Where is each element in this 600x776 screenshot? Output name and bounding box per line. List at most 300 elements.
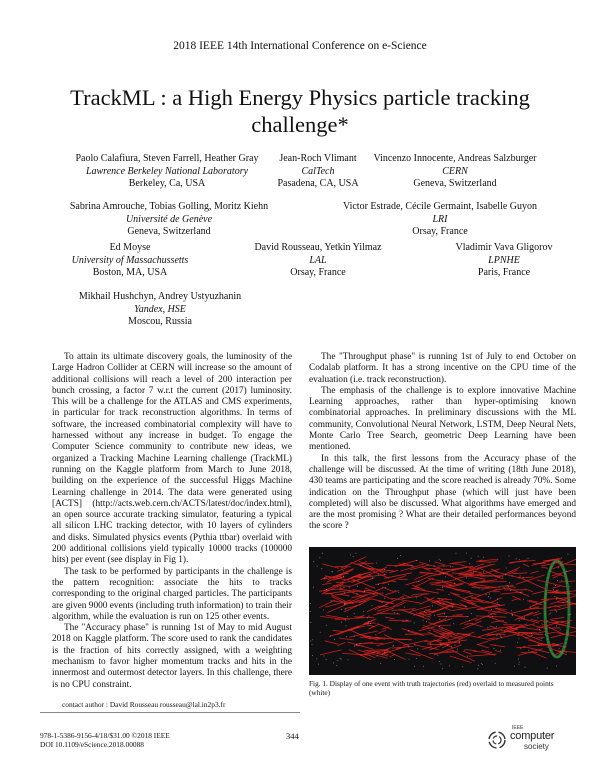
measured-point	[454, 645, 455, 646]
measured-point	[519, 662, 520, 663]
paragraph: The task to be performed by participants in the challenge is the pattern recognition: associate the hits to tracks corresponding to the original charged particles. The participants are given 9000 events (including truth information) to train their algorithm, while the evaluation is run on 125 other events.	[52, 566, 292, 622]
measured-point	[343, 570, 344, 571]
detector-hit	[564, 573, 566, 575]
measured-point	[397, 613, 398, 614]
measured-point	[547, 621, 548, 622]
measured-point	[557, 580, 558, 581]
measured-point	[469, 620, 470, 621]
measured-point	[336, 665, 337, 666]
author-block-yandex	[60, 291, 260, 329]
measured-point	[519, 559, 520, 560]
measured-point	[347, 616, 348, 617]
detector-hit	[544, 597, 546, 599]
author-institution: Université de Genève	[125, 213, 213, 225]
author-names: Sabrina Amrouche, Tobias Golling, Moritz Kiehn	[69, 201, 269, 212]
measured-point	[345, 620, 346, 621]
measured-point	[545, 634, 546, 635]
measured-point	[317, 566, 318, 567]
measured-point	[446, 616, 447, 617]
measured-point	[566, 571, 567, 572]
measured-point	[434, 565, 435, 566]
measured-point	[519, 633, 520, 634]
computer-society-logo	[486, 726, 570, 752]
measured-point	[368, 623, 369, 624]
measured-point	[323, 656, 324, 657]
measured-point	[465, 598, 466, 599]
measured-point	[340, 658, 341, 659]
track-line	[333, 586, 352, 587]
measured-point	[497, 639, 498, 640]
measured-point	[490, 598, 491, 599]
detector-hit	[544, 611, 546, 613]
measured-point	[430, 630, 431, 631]
detector-hit	[544, 603, 546, 605]
paragraph: To attain its ultimate discovery goals, the luminosity of the Large Hadron Collider at CERN will increase so the amount of additional collisions will reach a level of 200 interaction per bunch crossing, a factor 7 w.r.t the current (2017) luminosity. This will be a challenge for the ATLAS and CMS experiments, in particular for track reconstruction algorithms. In terms of software, the increased combinatorial complexity will have to harnessed without any increase in budget. To engage the Computer Science community to contribute new ideas, we organized a Tracking Machine Learning challenge (TrackML) running on the Kaggle platform from March to June 2018, building on the experience of the successful Higgs Machine Learning challenge in 2014. The data were generated using [ACTS] (http://acts.web.cern.ch/ACTS/latest/doc/index.html), an open source accurate tracking simulator, featuring a typical all silicon LHC tracking detector, with 10 layers of cylinders and disks. Simulated physics events (Pythia ttbar) overlaid with 200 additional collisions yield typically 10000 tracks (100000 hits) per event (see display in Fig 1).	[52, 352, 292, 566]
measured-point	[388, 584, 389, 585]
measured-point	[492, 616, 493, 617]
measured-point	[319, 557, 320, 558]
measured-point	[409, 659, 410, 660]
measured-point	[523, 577, 524, 578]
detector-hit	[546, 635, 548, 637]
measured-point	[344, 592, 345, 593]
detector-hit	[558, 656, 560, 658]
measured-point	[439, 619, 440, 620]
measured-point	[512, 575, 513, 576]
measured-point	[326, 659, 327, 660]
measured-point	[346, 625, 347, 626]
measured-point	[487, 627, 488, 628]
author-block-lri	[330, 201, 550, 239]
measured-point	[449, 665, 450, 666]
measured-point	[488, 596, 489, 597]
author-block-umass	[60, 242, 200, 280]
measured-point	[334, 639, 335, 640]
measured-point	[429, 560, 430, 561]
measured-point	[537, 617, 538, 618]
author-block-lpnhe	[434, 242, 574, 280]
measured-point	[443, 603, 444, 604]
title-line-2: challenge*	[251, 112, 349, 137]
measured-point	[442, 570, 443, 571]
measured-point	[569, 586, 570, 587]
measured-point	[404, 607, 405, 608]
measured-point	[442, 587, 443, 588]
measured-point	[457, 649, 458, 650]
measured-point	[439, 599, 440, 600]
measured-point	[312, 644, 313, 645]
detector-hit	[550, 568, 552, 570]
measured-point	[376, 563, 377, 564]
measured-point	[447, 645, 448, 646]
measured-point	[414, 666, 415, 667]
measured-point	[400, 555, 401, 556]
measured-point	[560, 629, 561, 630]
measured-point	[434, 615, 435, 616]
measured-point	[504, 587, 505, 588]
measured-point	[495, 663, 496, 664]
logo-computer-text: computer	[510, 730, 555, 742]
detector-hit	[544, 617, 546, 619]
measured-point	[496, 626, 497, 627]
title-line-1: TrackML : a High Energy Physics particle tracking	[70, 85, 530, 110]
detector-hit	[568, 614, 570, 616]
measured-point	[354, 613, 355, 614]
measured-point	[499, 587, 500, 588]
detector-hit	[565, 639, 567, 641]
measured-point	[393, 645, 394, 646]
measured-point	[514, 666, 515, 667]
author-institution: Yandex, HSE	[134, 303, 186, 315]
measured-point	[482, 664, 483, 665]
detector-hit	[563, 646, 565, 648]
detector-hit	[551, 565, 553, 567]
measured-point	[345, 609, 346, 610]
measured-point	[520, 576, 521, 577]
measured-point	[344, 604, 345, 605]
measured-point	[412, 565, 413, 566]
measured-point	[556, 590, 557, 591]
measured-point	[520, 592, 521, 593]
measured-point	[356, 644, 357, 645]
paragraph: The emphasis of the challenge is to explore innovative Machine Learning approaches, rather than hyper-optimising known combinatorial approaches. In preliminary discussions with the ML community, Convolutional Neural Network, LSTM, Deep Neural Nets, Monte Carlo Tree Search, geometric Deep Learning have been mentioned.	[309, 385, 576, 453]
measured-point	[350, 554, 351, 555]
swirl-icon	[486, 729, 508, 751]
measured-point	[518, 638, 519, 639]
author-names: Vincenzo Innocente, Andreas Salzburger	[373, 153, 537, 164]
measured-point	[450, 566, 451, 567]
detector-hit	[567, 592, 569, 594]
track-line	[438, 625, 451, 626]
measured-point	[408, 647, 409, 648]
measured-point	[444, 613, 445, 614]
measured-point	[320, 632, 321, 633]
measured-point	[478, 556, 479, 557]
author-block-geneve	[62, 201, 276, 239]
measured-point	[414, 622, 415, 623]
conference-header: 2018 IEEE 14th International Conference on e-Science	[173, 40, 427, 52]
measured-point	[367, 617, 368, 618]
measured-point	[506, 568, 507, 569]
measured-point	[349, 587, 350, 588]
detector-hit	[547, 577, 549, 579]
measured-point	[318, 664, 319, 665]
measured-point	[502, 576, 503, 577]
measured-point	[322, 553, 323, 554]
detector-hit	[568, 602, 570, 604]
author-institution: CERN	[442, 165, 468, 177]
author-institution: LRI	[432, 213, 448, 225]
measured-point	[442, 581, 443, 582]
author-block-lal	[248, 242, 388, 280]
measured-point	[321, 568, 322, 569]
paragraph: In this talk, the first lessons from the Accuracy phase of the challenge will be discussed. At the time of writing (18th June 2018), 430 teams are participating and the score reached is already 70%. Some indication on the Throughput phase (which will just have been completed) will also be discussed. What algorithms have emerged and are the most promising ? What are their detailed performances beyond the score ?	[309, 453, 576, 532]
measured-point	[426, 621, 427, 622]
author-institution: CalTech	[301, 165, 335, 177]
measured-point	[497, 598, 498, 599]
author-location: Pasadena, CA, USA	[277, 178, 359, 189]
author-location: Paris, France	[477, 267, 531, 278]
measured-point	[459, 642, 460, 643]
measured-point	[568, 635, 569, 636]
measured-point	[525, 667, 526, 668]
measured-point	[462, 666, 463, 667]
measured-point	[378, 584, 379, 585]
measured-point	[439, 626, 440, 627]
author-block-cern	[366, 153, 544, 191]
measured-point	[471, 558, 472, 559]
measured-point	[403, 597, 404, 598]
author-names: Mikhail Hushchyn, Andrey Ustyuzhanin	[78, 291, 242, 302]
measured-point	[553, 589, 554, 590]
measured-point	[439, 559, 440, 560]
logo-ieee-text: IEEE	[512, 725, 524, 731]
detector-hit	[567, 631, 569, 633]
author-location: Moscou, Russia	[128, 316, 192, 327]
measured-point	[508, 586, 509, 587]
measured-point	[414, 615, 415, 616]
measured-point	[423, 666, 424, 667]
event-display-image	[309, 547, 576, 675]
measured-point	[393, 646, 394, 647]
author-names: Victor Estrade, Cécile Germaint, Isabelle Guyon	[342, 201, 538, 212]
page-number: 344	[286, 731, 299, 741]
detector-hit	[545, 592, 547, 594]
author-institution: University of Massachussetts	[71, 254, 189, 266]
measured-point	[528, 650, 529, 651]
measured-point	[566, 652, 567, 653]
measured-point	[360, 565, 361, 566]
measured-point	[512, 615, 513, 616]
left-column	[52, 352, 292, 691]
detector-hit	[550, 650, 552, 652]
measured-point	[324, 578, 325, 579]
detector-hit	[562, 651, 564, 653]
measured-point	[412, 609, 413, 610]
measured-point	[370, 623, 371, 624]
measured-point	[483, 557, 484, 558]
isbn-text: 978-1-5386-9156-4/18/$31.00 ©2018 IEEE	[40, 731, 170, 740]
measured-point	[497, 559, 498, 560]
measured-point	[530, 607, 531, 608]
detector-hit	[554, 561, 556, 563]
measured-point	[556, 626, 557, 627]
measured-point	[443, 566, 444, 567]
detector-hit	[565, 576, 567, 578]
measured-point	[310, 641, 311, 642]
detector-hit	[555, 656, 557, 658]
measured-point	[310, 603, 311, 604]
measured-point	[341, 622, 342, 623]
measured-point	[493, 648, 494, 649]
measured-point	[465, 606, 466, 607]
measured-point	[412, 595, 413, 596]
measured-point	[516, 558, 517, 559]
measured-point	[556, 666, 557, 667]
measured-point	[454, 583, 455, 584]
detector-hit	[568, 622, 570, 624]
detector-hit	[566, 580, 568, 582]
measured-point	[500, 650, 501, 651]
detector-hit	[558, 561, 560, 563]
measured-point	[313, 561, 314, 562]
measured-point	[549, 614, 550, 615]
detector-hit	[567, 625, 569, 627]
measured-point	[397, 558, 398, 559]
author-location: Boston, MA, USA	[92, 267, 168, 278]
measured-point	[510, 590, 511, 591]
measured-point	[375, 634, 376, 635]
measured-point	[563, 602, 564, 603]
measured-point	[408, 630, 409, 631]
measured-point	[561, 580, 562, 581]
measured-point	[384, 569, 385, 570]
measured-point	[481, 663, 482, 664]
measured-point	[539, 629, 540, 630]
measured-point	[439, 661, 440, 662]
measured-point	[464, 650, 465, 651]
detector-hit	[548, 573, 550, 575]
measured-point	[432, 605, 433, 606]
author-location: Geneva, Switzerland	[413, 178, 497, 189]
measured-point	[386, 604, 387, 605]
detector-hit	[563, 569, 565, 571]
measured-point	[550, 613, 551, 614]
measured-point	[538, 645, 539, 646]
measured-point	[437, 655, 438, 656]
measured-point	[519, 664, 520, 665]
measured-point	[451, 646, 452, 647]
measured-point	[556, 611, 557, 612]
measured-point	[416, 560, 417, 561]
detector-hit	[552, 653, 554, 655]
measured-point	[430, 643, 431, 644]
figure-caption: Fig. 1. Display of one event with truth trajectories (red) overlaid to measured points (white)	[309, 679, 554, 697]
author-names: Jean-Roch Vlimant	[279, 153, 357, 164]
measured-point	[555, 585, 556, 586]
measured-point	[470, 593, 471, 594]
measured-point	[353, 556, 354, 557]
author-block-lbnl	[62, 153, 272, 191]
measured-point	[385, 587, 386, 588]
measured-point	[414, 644, 415, 645]
detector-hit	[568, 599, 570, 601]
measured-point	[357, 593, 358, 594]
measured-point	[520, 648, 521, 649]
author-names: Ed Moyse	[109, 242, 151, 253]
measured-point	[452, 566, 453, 567]
measured-point	[355, 606, 356, 607]
measured-point	[371, 605, 372, 606]
measured-point	[354, 646, 355, 647]
measured-point	[344, 587, 345, 588]
measured-point	[501, 637, 502, 638]
detector-hit	[544, 606, 546, 608]
author-block-caltech	[272, 153, 364, 191]
measured-point	[359, 643, 360, 644]
detector-hit	[545, 628, 547, 630]
measured-point	[363, 611, 364, 612]
measured-point	[467, 656, 468, 657]
measured-point	[441, 664, 442, 665]
measured-point	[394, 612, 395, 613]
measured-point	[557, 644, 558, 645]
measured-point	[347, 659, 348, 660]
measured-point	[559, 648, 560, 649]
measured-point	[496, 635, 497, 636]
measured-point	[368, 622, 369, 623]
measured-point	[394, 659, 395, 660]
measured-point	[442, 668, 443, 669]
detector-hit	[546, 631, 548, 633]
measured-point	[418, 581, 419, 582]
measured-point	[326, 625, 327, 626]
measured-point	[509, 582, 510, 583]
measured-point	[410, 621, 411, 622]
measured-point	[491, 609, 492, 610]
measured-point	[486, 594, 487, 595]
measured-point	[416, 597, 417, 598]
measured-point	[452, 607, 453, 608]
measured-point	[556, 599, 557, 600]
contact-footnote: contact author : David Rousseau rousseau@lal.in2p3.fr	[62, 700, 226, 709]
paper-title	[40, 84, 560, 138]
footer-isbn-doi	[40, 731, 170, 750]
measured-point	[354, 636, 355, 637]
detector-hit	[546, 584, 548, 586]
measured-point	[560, 651, 561, 652]
measured-point	[440, 560, 441, 561]
measured-point	[471, 613, 472, 614]
measured-point	[541, 638, 542, 639]
measured-point	[570, 614, 571, 615]
measured-point	[398, 592, 399, 593]
detector-hit	[547, 638, 549, 640]
measured-point	[443, 573, 444, 574]
measured-point	[312, 655, 313, 656]
detector-hit	[547, 641, 549, 643]
measured-point	[395, 590, 396, 591]
measured-point	[340, 587, 341, 588]
measured-point	[313, 587, 314, 588]
measured-point	[310, 622, 311, 623]
detector-hit	[566, 582, 568, 584]
measured-point	[384, 574, 385, 575]
author-institution: LPNHE	[488, 254, 520, 266]
measured-point	[384, 652, 385, 653]
detector-hit	[560, 563, 562, 565]
measured-point	[517, 642, 518, 643]
measured-point	[469, 563, 470, 564]
measured-point	[372, 578, 373, 579]
detector-hit	[544, 608, 546, 610]
measured-point	[333, 662, 334, 663]
right-column	[309, 352, 576, 533]
measured-point	[531, 633, 532, 634]
paragraph: The "Throughput phase" is running 1st of July to end October on Codalab platform. It has a strong incentive on the CPU time of the evaluation (i.e. track reconstruction).	[309, 352, 576, 385]
detector-hit	[545, 596, 547, 598]
measured-point	[478, 665, 479, 666]
author-location: Orsay, France	[290, 267, 346, 278]
measured-point	[373, 653, 374, 654]
measured-point	[445, 576, 446, 577]
paragraph: The "Accuracy phase" is running 1st of May to mid August 2018 on Kaggle platform. The score used to rank the candidates is the fraction of hits correctly assigned, with a weighting mechanism to favor higher momentum tracks and hits in the innermost and outermost detector layers. In this challenge, there is no CPU constraint.	[52, 623, 292, 690]
footnote-rule	[40, 712, 300, 713]
measured-point	[453, 623, 454, 624]
measured-point	[547, 668, 548, 669]
measured-point	[341, 659, 342, 660]
measured-point	[558, 567, 559, 568]
